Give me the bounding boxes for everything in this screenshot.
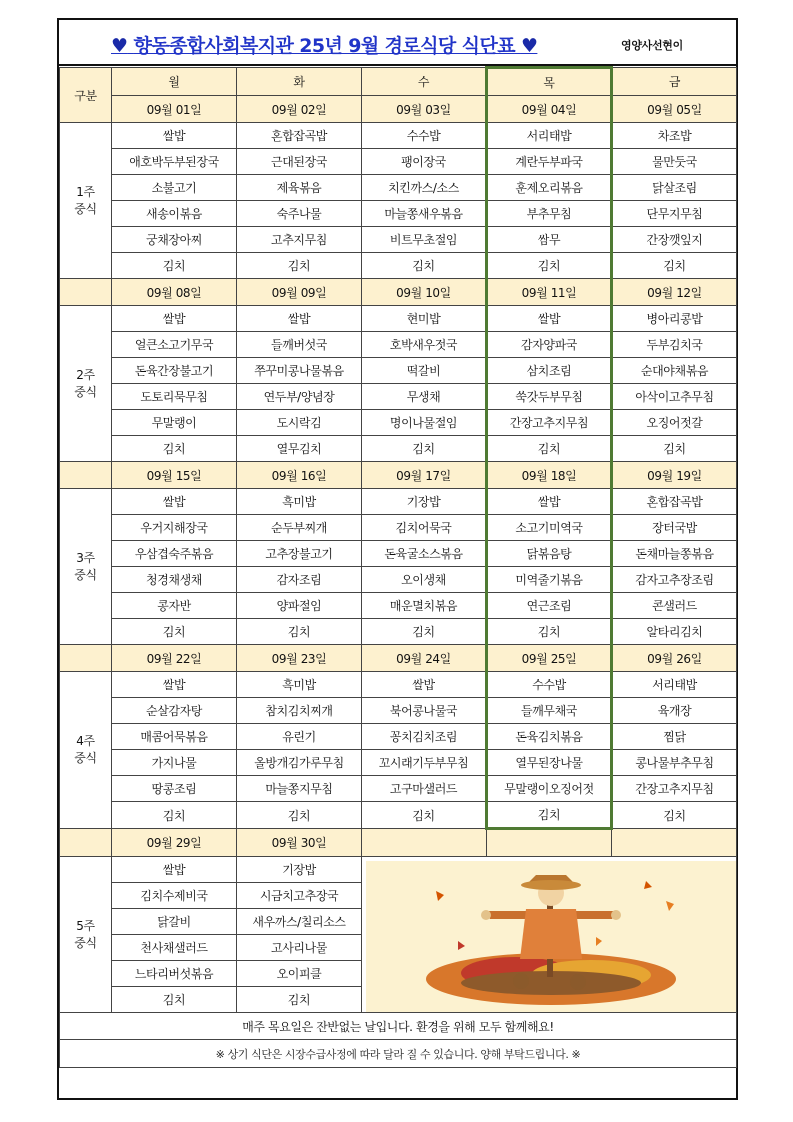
week-label bbox=[60, 857, 112, 1013]
menu-item: 올방개김가루무침 bbox=[237, 750, 362, 776]
title-bar bbox=[59, 20, 736, 66]
menu-item: 호박새우젓국 bbox=[362, 332, 487, 358]
menu-item: 얼큰소고기무국 bbox=[112, 332, 237, 358]
date-cell: 09월 09일 bbox=[237, 279, 362, 306]
date-cell: 09월 12일 bbox=[612, 279, 737, 306]
menu-item: 도시락김 bbox=[237, 410, 362, 436]
menu-item: 단무지무침 bbox=[612, 201, 737, 227]
menu-item: 아삭이고추무침 bbox=[612, 384, 737, 410]
menu-item: 제육볶음 bbox=[237, 175, 362, 201]
date-row-spacer bbox=[60, 829, 112, 857]
menu-item: 땅콩조림 bbox=[112, 776, 237, 802]
menu-item: 김치수제비국 bbox=[112, 883, 237, 909]
heart-icon: ♥ bbox=[520, 35, 538, 57]
scarecrow-illustration bbox=[366, 861, 736, 1013]
menu-item: 꼬시래기두부무침 bbox=[362, 750, 487, 776]
menu-item: 명이나물절임 bbox=[362, 410, 487, 436]
menu-item: 순살감자탕 bbox=[112, 698, 237, 724]
menu-item: 김치 bbox=[362, 253, 487, 279]
menu-item: 부추무침 bbox=[487, 201, 612, 227]
menu-item: 김치 bbox=[487, 436, 612, 462]
menu-row bbox=[60, 489, 737, 515]
author-name: 영양사선현이 bbox=[621, 39, 683, 52]
menu-item: 고추지무침 bbox=[237, 227, 362, 253]
meal-type: 중식 bbox=[74, 201, 97, 216]
menu-item: 도토리묵무침 bbox=[112, 384, 237, 410]
menu-item: 궁채장아찌 bbox=[112, 227, 237, 253]
menu-item: 김치 bbox=[112, 253, 237, 279]
week-number: 5주 bbox=[76, 918, 95, 933]
menu-item: 기장밥 bbox=[362, 489, 487, 515]
day-header-row bbox=[60, 68, 737, 96]
date-cell: 09월 05일 bbox=[612, 96, 737, 123]
meal-type: 중식 bbox=[74, 751, 97, 765]
date-cell: 09월 22일 bbox=[112, 645, 237, 672]
date-cell: 09월 08일 bbox=[112, 279, 237, 306]
week-number: 1주 bbox=[76, 184, 95, 199]
menu-item: 계란두부파국 bbox=[487, 149, 612, 175]
menu-item: 연두부/양념장 bbox=[237, 384, 362, 410]
week-label bbox=[60, 306, 112, 462]
menu-item: 시금치고추장국 bbox=[237, 883, 362, 909]
menu-item: 양파절임 bbox=[237, 593, 362, 619]
menu-item: 비트무초절임 bbox=[362, 227, 487, 253]
menu-item: 쌀밥 bbox=[112, 489, 237, 515]
menu-item: 소불고기 bbox=[112, 175, 237, 201]
menu-item: 쌀밥 bbox=[237, 306, 362, 332]
menu-item: 감자고추장조림 bbox=[612, 567, 737, 593]
menu-item: 우거지해장국 bbox=[112, 515, 237, 541]
menu-item: 고구마샐러드 bbox=[362, 776, 487, 802]
menu-item: 새송이볶음 bbox=[112, 201, 237, 227]
menu-item: 감자조림 bbox=[237, 567, 362, 593]
menu-item: 소고기미역국 bbox=[487, 515, 612, 541]
page-title bbox=[111, 31, 537, 58]
date-cell: 09월 25일 bbox=[487, 645, 612, 672]
date-cell bbox=[362, 829, 487, 857]
menu-sheet bbox=[57, 18, 738, 1100]
title-text: 향동종합사회복지관 25년 9월 경로식당 식단표 bbox=[133, 35, 515, 57]
menu-item: 혼합잡곡밥 bbox=[237, 123, 362, 149]
menu-item: 김치 bbox=[362, 619, 487, 645]
menu-item: 쭈꾸미콩나물볶음 bbox=[237, 358, 362, 384]
menu-item: 찜닭 bbox=[612, 724, 737, 750]
menu-item: 김치 bbox=[112, 436, 237, 462]
menu-item: 오이피클 bbox=[237, 961, 362, 987]
scarecrow-drawing bbox=[366, 861, 736, 1013]
menu-item: 서리태밥 bbox=[487, 123, 612, 149]
menu-row bbox=[60, 227, 737, 253]
menu-item: 근대된장국 bbox=[237, 149, 362, 175]
date-cell: 09월 29일 bbox=[112, 829, 237, 857]
menu-item: 참치김치찌개 bbox=[237, 698, 362, 724]
menu-row bbox=[60, 541, 737, 567]
date-cell bbox=[487, 829, 612, 857]
date-cell: 09월 02일 bbox=[237, 96, 362, 123]
menu-item: 김치 bbox=[237, 253, 362, 279]
menu-item: 간장고추지무침 bbox=[612, 776, 737, 802]
menu-item: 수수밥 bbox=[487, 672, 612, 698]
week-label bbox=[60, 123, 112, 279]
menu-item: 닭살조림 bbox=[612, 175, 737, 201]
heart-icon: ♥ bbox=[111, 35, 128, 57]
menu-item: 두부김치국 bbox=[612, 332, 737, 358]
menu-item: 김치 bbox=[487, 253, 612, 279]
week-label bbox=[60, 672, 112, 829]
menu-item: 들깨무채국 bbox=[487, 698, 612, 724]
menu-item: 떡갈비 bbox=[362, 358, 487, 384]
menu-item: 콩나물부추무침 bbox=[612, 750, 737, 776]
menu-item: 열무김치 bbox=[237, 436, 362, 462]
menu-item: 애호박두부된장국 bbox=[112, 149, 237, 175]
menu-item: 고추장불고기 bbox=[237, 541, 362, 567]
menu-row bbox=[60, 593, 737, 619]
menu-item: 팽이장국 bbox=[362, 149, 487, 175]
menu-row bbox=[60, 515, 737, 541]
menu-item: 김치 bbox=[612, 436, 737, 462]
menu-item: 장터국밥 bbox=[612, 515, 737, 541]
menu-item: 김치 bbox=[612, 253, 737, 279]
menu-item: 천사채샐러드 bbox=[112, 935, 237, 961]
menu-item: 쌀밥 bbox=[487, 306, 612, 332]
menu-item: 김치 bbox=[237, 619, 362, 645]
day-header: 화 bbox=[237, 68, 362, 96]
menu-item: 현미밥 bbox=[362, 306, 487, 332]
menu-item: 혼합잡곡밥 bbox=[612, 489, 737, 515]
menu-item: 쌀밥 bbox=[112, 306, 237, 332]
menu-item: 차조밥 bbox=[612, 123, 737, 149]
date-row-spacer bbox=[60, 279, 112, 306]
meal-type: 중식 bbox=[74, 384, 97, 399]
date-row bbox=[60, 279, 737, 306]
menu-row bbox=[60, 619, 737, 645]
menu-row bbox=[60, 201, 737, 227]
menu-item: 삼치조림 bbox=[487, 358, 612, 384]
category-header: 구분 bbox=[60, 68, 112, 123]
week-number: 3주 bbox=[76, 550, 95, 565]
menu-row bbox=[60, 410, 737, 436]
date-row-spacer bbox=[60, 645, 112, 672]
menu-item: 닭볶음탕 bbox=[487, 541, 612, 567]
menu-item: 숙주나물 bbox=[237, 201, 362, 227]
menu-item: 간장깻잎지 bbox=[612, 227, 737, 253]
meal-type: 중식 bbox=[74, 567, 97, 582]
menu-item: 김치 bbox=[112, 802, 237, 829]
menu-item: 병아리콩밥 bbox=[612, 306, 737, 332]
menu-item: 쌈무 bbox=[487, 227, 612, 253]
date-row bbox=[60, 96, 737, 123]
note-row bbox=[60, 1013, 737, 1040]
menu-item: 무말랭이 bbox=[112, 410, 237, 436]
menu-item: 쌀밥 bbox=[487, 489, 612, 515]
menu-item: 감자양파국 bbox=[487, 332, 612, 358]
menu-item: 김치어묵국 bbox=[362, 515, 487, 541]
menu-row bbox=[60, 776, 737, 802]
menu-item: 청경채생채 bbox=[112, 567, 237, 593]
menu-row bbox=[60, 724, 737, 750]
menu-item: 흑미밥 bbox=[237, 672, 362, 698]
menu-row bbox=[60, 567, 737, 593]
menu-item: 매운멸치볶음 bbox=[362, 593, 487, 619]
date-cell: 09월 10일 bbox=[362, 279, 487, 306]
menu-row bbox=[60, 802, 737, 829]
week-number: 4주 bbox=[76, 734, 95, 748]
menu-item: 김치 bbox=[362, 802, 487, 829]
menu-item: 연근조림 bbox=[487, 593, 612, 619]
menu-item: 돈육간장불고기 bbox=[112, 358, 237, 384]
menu-row bbox=[60, 750, 737, 776]
menu-item: 돈육김치볶음 bbox=[487, 724, 612, 750]
menu-item: 쌀밥 bbox=[112, 123, 237, 149]
menu-item: 콩자반 bbox=[112, 593, 237, 619]
menu-item: 서리태밥 bbox=[612, 672, 737, 698]
menu-item: 김치 bbox=[112, 987, 237, 1013]
week-number: 2주 bbox=[76, 367, 95, 382]
date-cell: 09월 17일 bbox=[362, 462, 487, 489]
menu-item: 알타리김치 bbox=[612, 619, 737, 645]
menu-item: 육개장 bbox=[612, 698, 737, 724]
menu-item: 콘샐러드 bbox=[612, 593, 737, 619]
menu-item: 쑥갓두부무침 bbox=[487, 384, 612, 410]
menu-item: 꽁치김치조림 bbox=[362, 724, 487, 750]
menu-item: 김치 bbox=[112, 619, 237, 645]
menu-row bbox=[60, 384, 737, 410]
menu-item: 닭갈비 bbox=[112, 909, 237, 935]
illustration-cell bbox=[362, 857, 737, 1013]
date-cell: 09월 24일 bbox=[362, 645, 487, 672]
date-cell: 09월 15일 bbox=[112, 462, 237, 489]
menu-item: 돈육굴소스볶음 bbox=[362, 541, 487, 567]
week-label bbox=[60, 489, 112, 645]
date-row bbox=[60, 829, 737, 857]
menu-row bbox=[60, 857, 737, 883]
menu-row bbox=[60, 436, 737, 462]
menu-table bbox=[59, 66, 737, 1068]
menu-item: 무생채 bbox=[362, 384, 487, 410]
menu-row bbox=[60, 358, 737, 384]
menu-item: 고사리나물 bbox=[237, 935, 362, 961]
day-header: 금 bbox=[612, 68, 737, 96]
date-cell: 09월 01일 bbox=[112, 96, 237, 123]
date-cell: 09월 11일 bbox=[487, 279, 612, 306]
menu-item: 치킨까스/소스 bbox=[362, 175, 487, 201]
menu-row bbox=[60, 306, 737, 332]
menu-item: 마늘쫑지무침 bbox=[237, 776, 362, 802]
date-cell: 09월 23일 bbox=[237, 645, 362, 672]
date-row-spacer bbox=[60, 462, 112, 489]
menu-item: 간장고추지무침 bbox=[487, 410, 612, 436]
menu-item: 우삼겹숙주볶음 bbox=[112, 541, 237, 567]
menu-item: 흑미밥 bbox=[237, 489, 362, 515]
meal-type: 중식 bbox=[74, 935, 97, 950]
footer-row bbox=[60, 1040, 737, 1068]
menu-item: 열무된장나물 bbox=[487, 750, 612, 776]
menu-row bbox=[60, 698, 737, 724]
date-cell: 09월 30일 bbox=[237, 829, 362, 857]
menu-item: 새우까스/칠리소스 bbox=[237, 909, 362, 935]
date-cell: 09월 18일 bbox=[487, 462, 612, 489]
menu-item: 매콤어묵볶음 bbox=[112, 724, 237, 750]
menu-item: 물만둣국 bbox=[612, 149, 737, 175]
menu-row bbox=[60, 672, 737, 698]
menu-item: 순대야채볶음 bbox=[612, 358, 737, 384]
zero-waste-note: 매주 목요일은 잔반없는 날입니다. 환경을 위해 모두 함께해요! bbox=[60, 1013, 737, 1040]
menu-item: 기장밥 bbox=[237, 857, 362, 883]
menu-row bbox=[60, 175, 737, 201]
menu-row bbox=[60, 332, 737, 358]
date-row bbox=[60, 645, 737, 672]
menu-item: 느타리버섯볶음 bbox=[112, 961, 237, 987]
date-cell: 09월 16일 bbox=[237, 462, 362, 489]
menu-item: 마늘쫑새우볶음 bbox=[362, 201, 487, 227]
date-row bbox=[60, 462, 737, 489]
menu-item: 김치 bbox=[362, 436, 487, 462]
menu-item: 김치 bbox=[487, 802, 612, 829]
menu-item: 북어콩나물국 bbox=[362, 698, 487, 724]
menu-item: 김치 bbox=[487, 619, 612, 645]
menu-item: 수수밥 bbox=[362, 123, 487, 149]
menu-row bbox=[60, 123, 737, 149]
menu-item: 김치 bbox=[237, 802, 362, 829]
date-cell bbox=[612, 829, 737, 857]
menu-item: 유린기 bbox=[237, 724, 362, 750]
menu-item: 순두부찌개 bbox=[237, 515, 362, 541]
date-cell: 09월 03일 bbox=[362, 96, 487, 123]
menu-item: 미역줄기볶음 bbox=[487, 567, 612, 593]
menu-row bbox=[60, 253, 737, 279]
menu-item: 가지나물 bbox=[112, 750, 237, 776]
date-cell: 09월 26일 bbox=[612, 645, 737, 672]
menu-item: 들깨버섯국 bbox=[237, 332, 362, 358]
menu-item: 훈제오리볶음 bbox=[487, 175, 612, 201]
menu-item: 오징어젓갈 bbox=[612, 410, 737, 436]
date-cell: 09월 19일 bbox=[612, 462, 737, 489]
footer-notice: ※ 상기 식단은 시장수급사정에 따라 달라 질 수 있습니다. 양해 부탁드립니다. ※ bbox=[60, 1040, 737, 1068]
menu-row bbox=[60, 149, 737, 175]
menu-item: 쌀밥 bbox=[112, 672, 237, 698]
menu-item: 쌀밥 bbox=[362, 672, 487, 698]
menu-item: 오이생채 bbox=[362, 567, 487, 593]
date-cell: 09월 04일 bbox=[487, 96, 612, 123]
day-header: 월 bbox=[112, 68, 237, 96]
day-header: 목 bbox=[487, 68, 612, 96]
menu-item: 쌀밥 bbox=[112, 857, 237, 883]
menu-item: 돈채마늘쫑볶음 bbox=[612, 541, 737, 567]
day-header: 수 bbox=[362, 68, 487, 96]
menu-item: 김치 bbox=[612, 802, 737, 829]
menu-item: 김치 bbox=[237, 987, 362, 1013]
menu-item: 무말랭이오징어젓 bbox=[487, 776, 612, 802]
